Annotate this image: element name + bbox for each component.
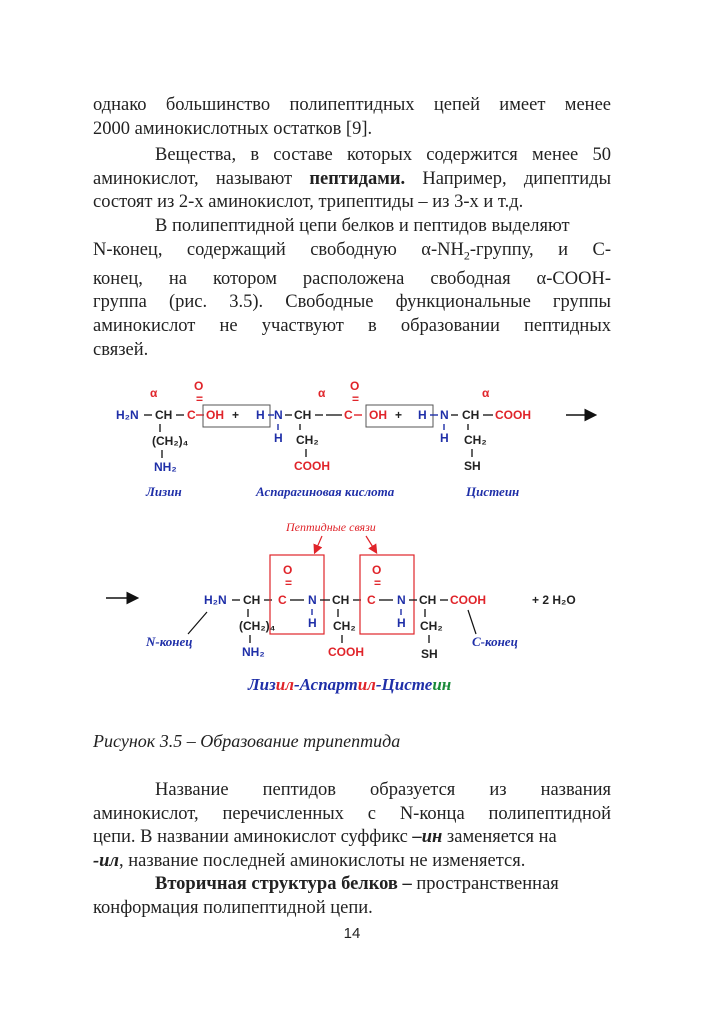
text-line bbox=[93, 826, 611, 850]
product-name-part: ил bbox=[357, 675, 376, 694]
pointer-line bbox=[468, 610, 476, 634]
alpha-carbon: CH bbox=[243, 593, 261, 607]
plus-sign: + bbox=[395, 408, 403, 422]
carbonyl-carbon: C bbox=[278, 593, 287, 607]
pointer-line bbox=[188, 612, 207, 634]
carbonyl-carbon: C bbox=[187, 408, 196, 422]
hydrogen-atom: H bbox=[397, 616, 406, 630]
water-product: + 2 H₂O bbox=[532, 593, 576, 607]
alpha-carbon: CH bbox=[332, 593, 350, 607]
text-line: конец, на котором расположена свободная α-СООН- bbox=[93, 268, 611, 289]
text-line bbox=[93, 168, 611, 192]
text-line: аминокислот не участвуют в образовании пептидных bbox=[93, 316, 611, 337]
text-run: заменяется на bbox=[442, 827, 557, 848]
page-number: 14 bbox=[343, 925, 361, 942]
carbonyl-carbon: C bbox=[367, 593, 376, 607]
text-line: аминокислот, перечисленных с N-конца полипептидной bbox=[93, 803, 611, 824]
text-run: аминокислот, называют bbox=[93, 168, 310, 189]
figure-caption: Рисунок 3.5 – Образование трипептида bbox=[93, 731, 401, 751]
side-chain-ch2-4: (CH₂)₄ bbox=[239, 619, 276, 633]
text-line bbox=[93, 239, 611, 268]
side-chain-cooh: COOH bbox=[294, 459, 330, 473]
amide-nitrogen: N bbox=[274, 408, 283, 422]
product-name-part: Лиз bbox=[248, 675, 276, 694]
hydrogen-atom: H bbox=[440, 431, 449, 445]
text-line: связей. bbox=[93, 339, 149, 360]
hydroxyl-group: OH bbox=[206, 408, 224, 422]
side-chain-ch2: CH₂ bbox=[464, 433, 487, 447]
tripeptide-formation-diagram bbox=[100, 372, 610, 702]
svg-text:=: = bbox=[374, 576, 382, 590]
text-line: Вещества, в составе которых содержится менее 50 bbox=[155, 145, 611, 165]
pointer-arrow bbox=[315, 536, 322, 552]
text-run: Например, дипептиды bbox=[405, 168, 612, 189]
oxygen-atom: O bbox=[283, 563, 293, 577]
hydrogen-atom: H bbox=[274, 431, 283, 445]
side-chain-sh: SH bbox=[464, 459, 481, 473]
oxygen-atom: O bbox=[194, 379, 204, 393]
text-run: N-конец, содержащий свободную α-NH bbox=[93, 239, 464, 260]
side-chain-sh: SH bbox=[421, 647, 438, 661]
svg-text:=: = bbox=[196, 392, 204, 406]
side-chain-ch2-4: (CH₂)₄ bbox=[152, 434, 189, 448]
oxygen-atom: O bbox=[350, 379, 360, 393]
product-name bbox=[247, 675, 451, 694]
suffix-in: –ин bbox=[412, 827, 443, 848]
paragraph-1 bbox=[93, 94, 611, 141]
side-chain-ch2: CH₂ bbox=[296, 433, 319, 447]
amide-nitrogen: N bbox=[308, 593, 317, 607]
paragraph-2 bbox=[93, 144, 611, 215]
svg-text:=: = bbox=[352, 392, 360, 406]
amino-group: H₂N bbox=[204, 593, 227, 607]
text-line: группа (рис. 3.5). Свободные функциональные группы bbox=[93, 292, 611, 313]
side-chain-ch2: CH₂ bbox=[420, 619, 443, 633]
text-run: -группу, и С- bbox=[469, 239, 611, 260]
text-line: однако большинство полипептидных цепей имеет менее bbox=[93, 95, 611, 115]
side-chain-cooh: COOH bbox=[328, 645, 364, 659]
alpha-label: α bbox=[150, 386, 158, 400]
alpha-carbon: CH bbox=[462, 408, 480, 422]
amide-nitrogen: N bbox=[440, 408, 449, 422]
label-c-end: С-конец bbox=[472, 634, 518, 649]
text-line: В полипептидной цепи белков и пептидов выделяют bbox=[155, 216, 570, 236]
alpha-label: α bbox=[482, 386, 490, 400]
term-peptides: пептидами. bbox=[309, 168, 406, 189]
label-peptide-bonds: Пептидные связи bbox=[286, 520, 376, 534]
paragraph-4 bbox=[93, 779, 611, 873]
label-cysteine: Цистеин bbox=[466, 484, 520, 499]
text-line: конформация полипептидной цепи. bbox=[93, 897, 373, 918]
text-line: состоят из 2-х аминокислот, трипептиды – из 3-х и т.д. bbox=[93, 192, 524, 213]
hydrogen-atom: H bbox=[308, 616, 317, 630]
product-name-part: ил bbox=[275, 675, 294, 694]
alpha-carbon: CH bbox=[294, 408, 312, 422]
carboxyl-group: COOH bbox=[450, 593, 486, 607]
text-line: Название пептидов образуется из названия bbox=[155, 780, 611, 800]
plus-sign: + bbox=[232, 408, 240, 422]
side-chain-nh2: NH₂ bbox=[154, 460, 177, 474]
text-run: цепи. В названии аминокислот суффикс bbox=[93, 827, 413, 848]
amino-group: H₂N bbox=[116, 408, 139, 422]
term-secondary-structure: Вторичная структура белков – bbox=[155, 874, 412, 894]
hydrogen-atom: H bbox=[256, 408, 265, 422]
subscript: 2 bbox=[463, 248, 470, 263]
alpha-label: α bbox=[318, 386, 326, 400]
product-name-part: ин bbox=[432, 675, 452, 694]
hydroxyl-group: OH bbox=[369, 408, 387, 422]
oxygen-atom: O bbox=[372, 563, 382, 577]
label-lysine: Лизин bbox=[146, 484, 182, 499]
alpha-carbon: CH bbox=[419, 593, 437, 607]
product-name-part: -Цисте bbox=[375, 675, 433, 694]
pointer-arrow bbox=[366, 536, 376, 552]
side-chain-ch2: CH₂ bbox=[333, 619, 356, 633]
hydrogen-atom: H bbox=[418, 408, 427, 422]
label-aspartic-acid: Аспарагиновая кислота bbox=[256, 484, 395, 499]
product-name-part: -Аспарт bbox=[293, 675, 358, 694]
side-chain-nh2: NH₂ bbox=[242, 645, 265, 659]
paragraph-3 bbox=[93, 215, 611, 362]
text-run: , название последней аминокислоты не изменяется. bbox=[118, 850, 526, 871]
text-line: 2000 аминокислотных остатков [9]. bbox=[93, 118, 373, 139]
paragraph-5 bbox=[93, 873, 611, 920]
label-n-end: N-конец bbox=[146, 634, 193, 649]
amide-nitrogen: N bbox=[397, 593, 406, 607]
alpha-carbon: CH bbox=[155, 408, 173, 422]
suffix-il: -ил bbox=[93, 850, 119, 871]
text-line bbox=[93, 850, 611, 874]
carbonyl-carbon: C bbox=[344, 408, 353, 422]
carboxyl-group: COOH bbox=[495, 408, 531, 422]
svg-text:=: = bbox=[285, 576, 293, 590]
text-run: пространственная bbox=[411, 874, 559, 894]
text-line bbox=[93, 873, 611, 897]
